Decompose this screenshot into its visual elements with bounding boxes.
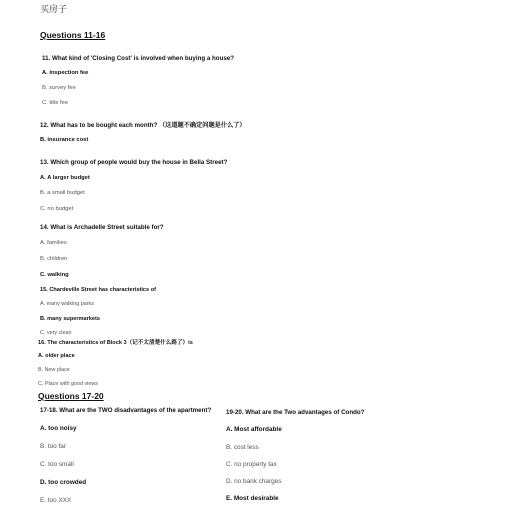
- question-15: 15. Chardeville Street has characteristics of: [40, 287, 156, 293]
- q14-option-b: B. children: [40, 256, 68, 262]
- q11-option-a: A. inspection fee: [42, 70, 89, 76]
- question-17-18: 17-18. What are the TWO disadvantages of the apartment?: [40, 407, 212, 414]
- q14-option-c: C. walking: [40, 272, 69, 278]
- q16-option-c: C. Place with good views: [38, 381, 98, 387]
- section-heading-17-20: Questions 17-20: [38, 391, 104, 401]
- q15-option-b: B. many supermarkets: [40, 316, 101, 322]
- q15-option-a: A. many walking parks: [40, 301, 94, 307]
- q14-option-a: A. families: [40, 240, 67, 246]
- q13-option-a: A. A larger budget: [40, 175, 90, 181]
- q13-option-b: B. a small budget: [40, 190, 85, 196]
- question-12: 12. What has to be bought each month? （这道题不确定问题是什么了）: [40, 122, 246, 129]
- question-13: 13. Which group of people would buy the house in Bella Street?: [40, 159, 228, 166]
- question-16: 16. The characteristics of Block 3（记不太清楚什么路了）is: [38, 340, 193, 346]
- q11-option-b: B. survey fee: [42, 85, 76, 91]
- q19-option-d: D. no bank charges: [226, 478, 282, 485]
- q19-option-e: E. Most desirable: [226, 495, 279, 502]
- q17-option-e: E. too XXX: [40, 497, 72, 504]
- q16-option-a: A. older place: [38, 353, 75, 359]
- page-title: 买房子: [40, 4, 68, 14]
- q19-option-a: A. Most affordable: [226, 426, 282, 433]
- question-14: 14. What is Archadelle Street suitable for?: [40, 224, 164, 231]
- q15-option-c: C. very clean: [40, 330, 72, 336]
- question-11: 11. What kind of 'Closing Cost' is involved when buying a house?: [42, 55, 235, 62]
- q17-option-a: A. too noisy: [40, 425, 77, 432]
- question-19-20: 19-20. What are the Two advantages of Condo?: [226, 409, 365, 416]
- q13-option-c: C. no budget: [40, 206, 74, 212]
- q16-option-b: B. New place: [38, 367, 70, 373]
- q11-option-c: C. title fee: [42, 100, 69, 106]
- q17-option-c: C. too small: [40, 461, 74, 468]
- q19-option-b: B. cost less: [226, 444, 259, 451]
- section-heading-11-16: Questions 11-16: [40, 30, 106, 40]
- q17-option-d: D. too crowded: [40, 479, 87, 486]
- q17-option-b: B. too far: [40, 443, 66, 450]
- q12-option-b: B. insurance cost: [40, 137, 89, 143]
- q19-option-c: C. no property tax: [226, 461, 277, 468]
